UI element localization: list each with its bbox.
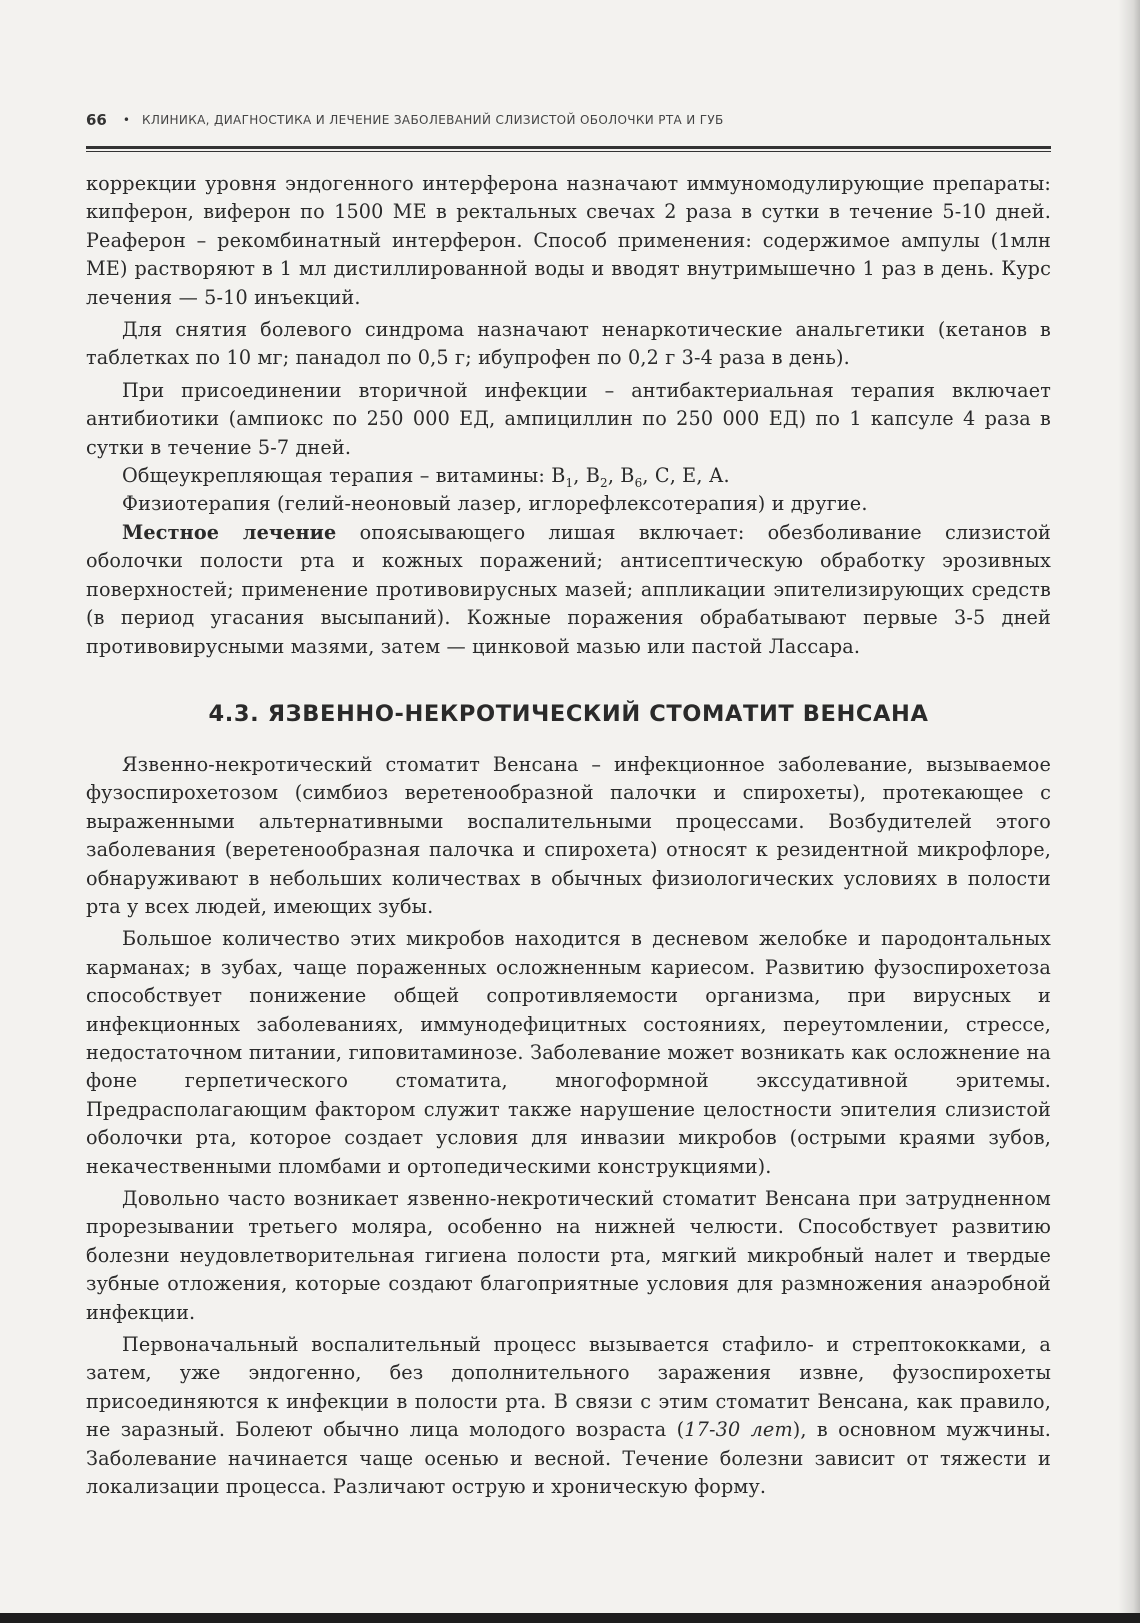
scan-bottom-edge <box>0 1613 1140 1623</box>
vitamins-separator: , В <box>607 464 635 488</box>
book-page <box>86 104 1051 1505</box>
vitamins-separator: , В <box>573 464 601 488</box>
local-treatment-text: опоясывающего лишая включает: обезболивание слизистой оболочки полости рта и кожных поражений; антисептическую обработку эрозивных поверхностей; применение противовирусных мазей; аппликации эпителизирующих средств (в период угасания высыпаний). Кожные поражения обрабатывают первые 3-5 дней противовирусными мазями, затем — цинковой мазью или пастой Лассара. <box>86 520 1051 658</box>
paragraph-third-molar: Довольно часто возникает язвенно-некротический стоматит Венсана при затрудненном прорезывании третьего моляра, особенно на нижней челюсти. Способствует развитию болезни неудовлетворительная гигиена полости рта, мягкий микробный налет и твердые зубные отложения, которые создают благоприятные условия для размножения анаэробной инфекции. <box>86 1187 1051 1324</box>
paragraph-antibiotics: При присоединении вторичной инфекции – антибактериальная терапия включает антибиотики (ампиокс по 250 000 ЕД, ампициллин по 250 000 ЕД) по 1 капсуле 4 раза в сутки в течение 5-7 дней. <box>86 378 1051 459</box>
intro-text <box>86 170 1051 661</box>
running-title: КЛИНИКА, ДИАГНОСТИКА И ЛЕЧЕНИЕ ЗАБОЛЕВАНИЙ СЛИЗИСТОЙ ОБОЛОЧКИ РТА И ГУБ <box>141 113 724 127</box>
section-heading: 4.3. ЯЗВЕННО-НЕКРОТИЧЕСКИЙ СТОМАТИТ ВЕНСАНА <box>208 700 929 727</box>
section-text <box>86 751 1051 1502</box>
paragraph-vitamins <box>86 462 1051 490</box>
header-bullet: • <box>122 113 130 127</box>
page-number: 66 <box>86 111 107 129</box>
subscript: 1 <box>565 476 574 491</box>
vitamins-text: , С, Е, А. <box>642 464 730 488</box>
pathogenesis-text: Первоначальный воспалительный процесс вызывается стафило- и стрептококками, а затем, уже эндогенно, без дополнительного заражения извне, фузоспирохеты присоединяются к инфекции в полости рта. В связи с этим стоматит Венсана, как правило, не заразный. Болеют обычно лица молодого возраста ( <box>86 1333 1051 1442</box>
paragraph-continued: коррекции уровня эндогенного интерферона назначают иммуномодулирующие препараты: кипферон, виферон по 1500 МЕ в ректальных свечах 2 раза в сутки в течение 5-10 дней. Реаферон – рекомбинатный интерферон. Способ применения: содержимое ампулы (1млн МЕ) растворяют в 1 мл дистиллированной воды и вводят внутримышечно 1 раз в день. Курс лечения — 5-10 инъекций. <box>86 172 1051 309</box>
paragraph-physiotherapy: Физиотерапия (гелий-неоновый лазер, иглорефлексотерапия) и другие. <box>122 492 868 516</box>
running-header <box>86 104 1051 136</box>
paragraph-analgesics: Для снятия болевого синдрома назначают ненаркотические анальгетики (кетанов в таблетках по 10 мг; панадол по 0,5 г; ибупрофен по 0,2 г 3-4 раза в день). <box>86 318 1051 370</box>
paragraph-risk-factors: Большое количество этих микробов находится в десневом желобке и пародонтальных карманах; в зубах, чаще пораженных осложненным кариесом. Развитию фузоспирохетоза способствует понижение общей сопротивляемости организма, при вирусных и инфекционных заболеваниях, иммунодефицитных состояниях, переутомлении, стрессе, недостаточном питании, гиповитаминозе. Заболевание может возникать как осложнение на фоне герпетического стоматита, многоформной экссудативной эритемы. Предрасполагающим фактором служит также нарушение целостности эпителия слизистой оболочки рта, которое создает условия для инвазии микробов (острыми краями зубов, некачественными пломбами и ортопедическими конструкциями). <box>86 927 1051 1178</box>
header-double-rule <box>86 146 1051 152</box>
paragraph-local-treatment <box>86 519 1051 661</box>
pathogenesis-text: ), в основном мужчины. Заболевание начинается чаще осенью и весной. Течение болезни зависит от тяжести и локализации процесса. Различают острую и хроническую форму. <box>86 1418 1051 1499</box>
paragraph-pathogenesis <box>86 1331 1051 1501</box>
subscript: 2 <box>600 476 608 491</box>
vitamins-text: Общеукрепляющая терапия – витамины: В <box>122 464 566 488</box>
paragraph-definition: Язвенно-некротический стоматит Венсана – инфекционное заболевание, вызываемое фузоспирохетозом (симбиоз веретенообразной палочки и спирохеты), протекающее с выраженными альтернативными воспалительными процессами. Возбудителей этого заболевания (веретенообразная палочка и спирохета) относят к резидентной микрофлоре, обнаруживают в небольших количествах в обычных физиологических условиях в полости рта у всех людей, имеющих зубы. <box>86 752 1051 918</box>
bold-term: Местное лечение <box>122 520 337 544</box>
subscript: 6 <box>634 476 643 491</box>
italic-age: 17-30 лет <box>684 1418 793 1442</box>
scan-edge-shadow <box>1118 0 1140 1623</box>
